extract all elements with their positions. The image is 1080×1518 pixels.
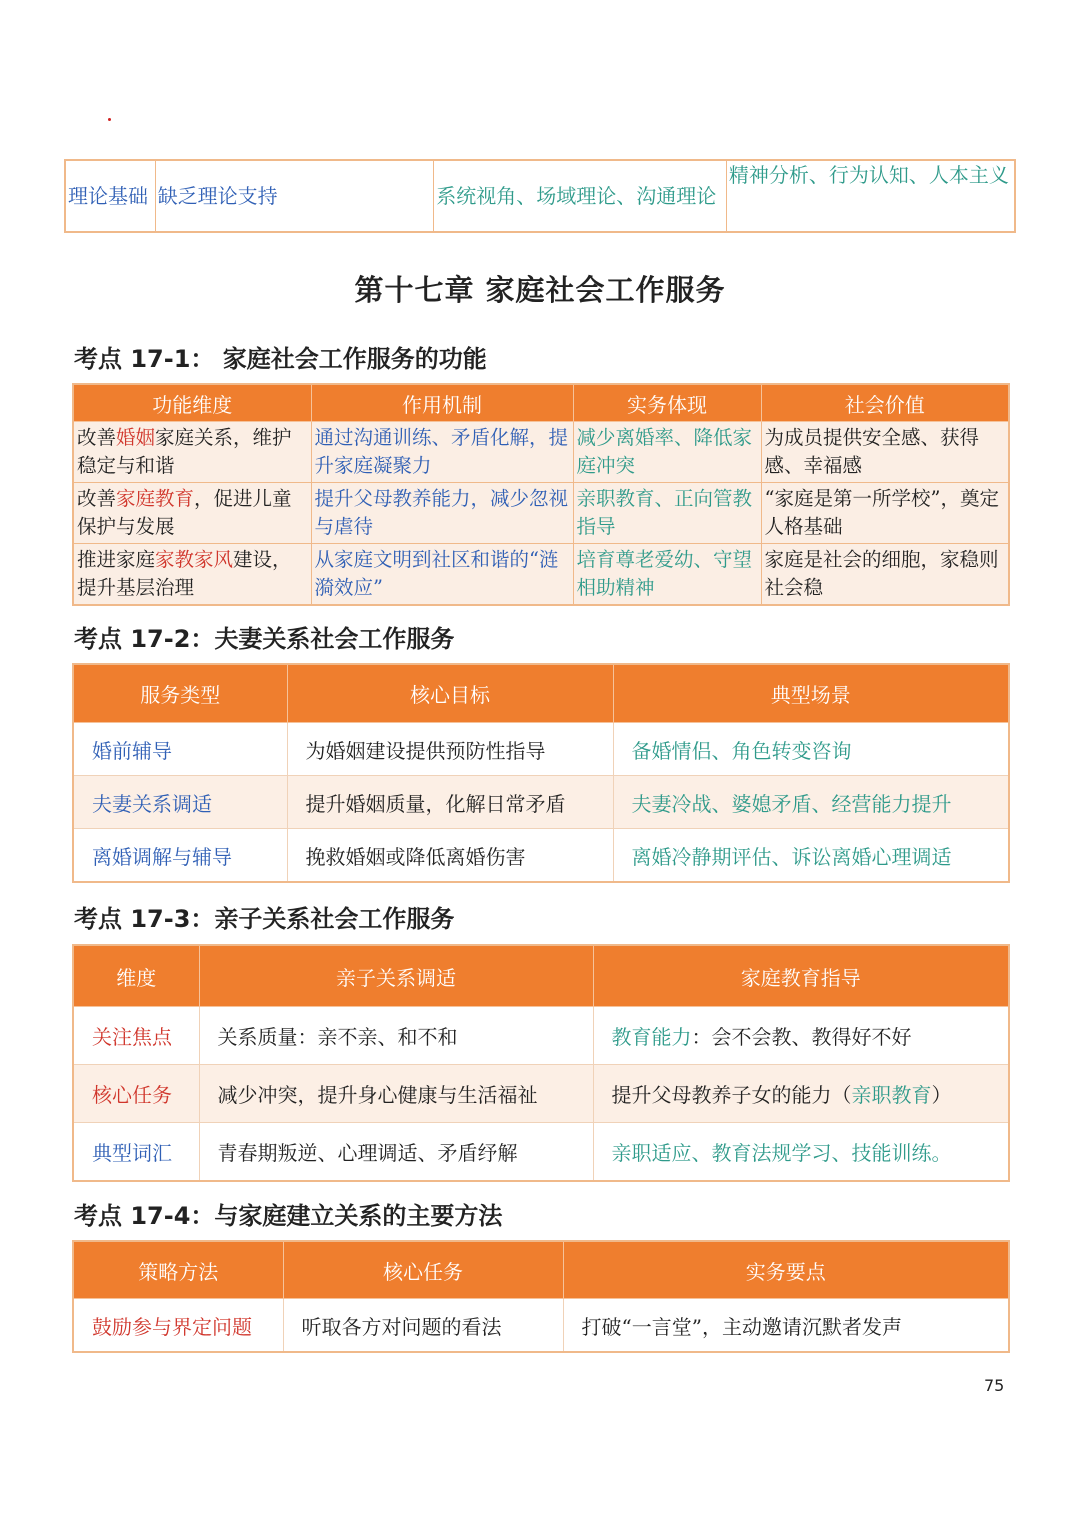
highlight-text: 家教家风 [155,548,234,571]
cell-theory-basis: 理论基础 [65,160,155,232]
dimension-cell: 典型词汇 [73,1123,199,1182]
table-header-row [73,384,1009,422]
cell-text: 家庭关系，维护稳定与和谐 [77,426,292,477]
table-row [73,829,1009,883]
scenario-cell: 离婚冷静期评估、诉讼离婚心理调适 [613,829,1009,883]
scenario-cell: 备婚情侣、角色转变咨询 [613,723,1009,776]
marital-service-table [72,663,1010,883]
practice-point-cell: 打破“一言堂”，主动邀请沉默者发声 [563,1299,1009,1353]
highlight-text: 教育能力 [611,1025,692,1049]
cell-text: 改善 [77,426,117,449]
relationship-cell: 减少冲突，提升身心健康与生活福祉 [199,1065,593,1123]
cell-text: ） [931,1083,952,1107]
cell-text: 推进家庭 [77,548,156,571]
social-value-cell: 为成员提供安全感、获得感、幸福感 [761,422,1009,483]
cell-psych-theories: 精神分析、行为认知、人本主义 [726,160,1015,232]
mechanism-cell: 从家庭文明到社区和谐的“涟漪效应” [311,544,573,606]
education-cell [593,1065,1009,1123]
relationship-cell: 青春期叛逆、心理调适、矛盾纾解 [199,1123,593,1182]
red-dot-mark [108,118,111,121]
relationship-method-table [72,1240,1010,1353]
strategy-cell: 鼓励参与界定问题 [73,1299,283,1353]
table-row [73,544,1009,606]
practice-cell: 减少离婚率、降低家庭冲突 [573,422,761,483]
chapter-title: 第十七章 家庭社会工作服务 [354,273,726,307]
highlight-text: 婚姻 [116,426,156,449]
scenario-cell: 夫妻冷战、婆媳矛盾、经营能力提升 [613,776,1009,829]
education-cell [593,1007,1009,1065]
dimension-cell: 关注焦点 [73,1007,199,1065]
cell-text: 建设，提升基层治理 [77,548,292,599]
column-header: 家庭教育指导 [593,945,1009,1007]
table-header-row [73,1241,1009,1299]
column-header: 实务要点 [563,1241,1009,1299]
column-header: 作用机制 [311,384,573,422]
family-function-table [72,383,1010,606]
theory-basis-table [64,159,1016,233]
parent-child-service-table [72,944,1010,1182]
table-row [73,483,1009,544]
page-number: 75 [984,1376,1005,1395]
table-header-row [73,664,1009,723]
table-row [73,1065,1009,1123]
core-goal-cell: 挽救婚姻或降低离婚伤害 [287,829,613,883]
cell-lack-theory: 缺乏理论支持 [155,160,434,232]
table-row [65,160,1015,232]
table-header-row [73,945,1009,1007]
column-header: 维度 [73,945,199,1007]
core-goal-cell: 为婚姻建设提供预防性指导 [287,723,613,776]
column-header: 服务类型 [73,664,287,723]
table-row [73,776,1009,829]
service-type-cell: 婚前辅导 [73,723,287,776]
column-header: 社会价值 [761,384,1009,422]
cell-text: 改善 [77,487,117,510]
function-dimension-cell [73,483,311,544]
table-row [73,1007,1009,1065]
practice-cell: 培育尊老爱幼、守望相助精神 [573,544,761,606]
section-heading-17-4: 考点 17-4：与家庭建立关系的主要方法 [74,1202,503,1230]
column-header: 策略方法 [73,1241,283,1299]
section-heading-17-1: 考点 17-1： 家庭社会工作服务的功能 [74,345,487,373]
section-heading-17-2: 考点 17-2：夫妻关系社会工作服务 [74,625,455,653]
table-row [73,1123,1009,1182]
table-row [73,422,1009,483]
core-task-cell: 听取各方对问题的看法 [283,1299,563,1353]
table-row [73,1299,1009,1353]
column-header: 实务体现 [573,384,761,422]
mechanism-cell: 通过沟通训练、矛盾化解，提升家庭凝聚力 [311,422,573,483]
education-cell: 亲职适应、教育法规学习、技能训练。 [593,1123,1009,1182]
column-header: 典型场景 [613,664,1009,723]
cell-text: ：会不会教、教得好不好 [691,1025,912,1049]
relationship-cell: 关系质量：亲不亲、和不和 [199,1007,593,1065]
practice-cell: 亲职教育、正向管教指导 [573,483,761,544]
table-row [73,723,1009,776]
highlight-text: 亲职教育 [851,1083,932,1107]
mechanism-cell: 提升父母教养能力，减少忽视与虐待 [311,483,573,544]
function-dimension-cell [73,544,311,606]
service-type-cell: 离婚调解与辅导 [73,829,287,883]
section-heading-17-3: 考点 17-3：亲子关系社会工作服务 [74,905,455,933]
cell-system-theories: 系统视角、场域理论、沟通理论 [434,160,727,232]
column-header: 功能维度 [73,384,311,422]
column-header: 亲子关系调适 [199,945,593,1007]
cell-text: 提升父母教养子女的能力（ [611,1083,852,1107]
core-goal-cell: 提升婚姻质量，化解日常矛盾 [287,776,613,829]
column-header: 核心目标 [287,664,613,723]
social-value-cell: “家庭是第一所学校”，奠定人格基础 [761,483,1009,544]
function-dimension-cell [73,422,311,483]
highlight-text: 家庭教育 [116,487,195,510]
social-value-cell: 家庭是社会的细胞，家稳则社会稳 [761,544,1009,606]
cell-text: ，促进儿童保护与发展 [77,487,292,538]
service-type-cell: 夫妻关系调适 [73,776,287,829]
dimension-cell: 核心任务 [73,1065,199,1123]
column-header: 核心任务 [283,1241,563,1299]
